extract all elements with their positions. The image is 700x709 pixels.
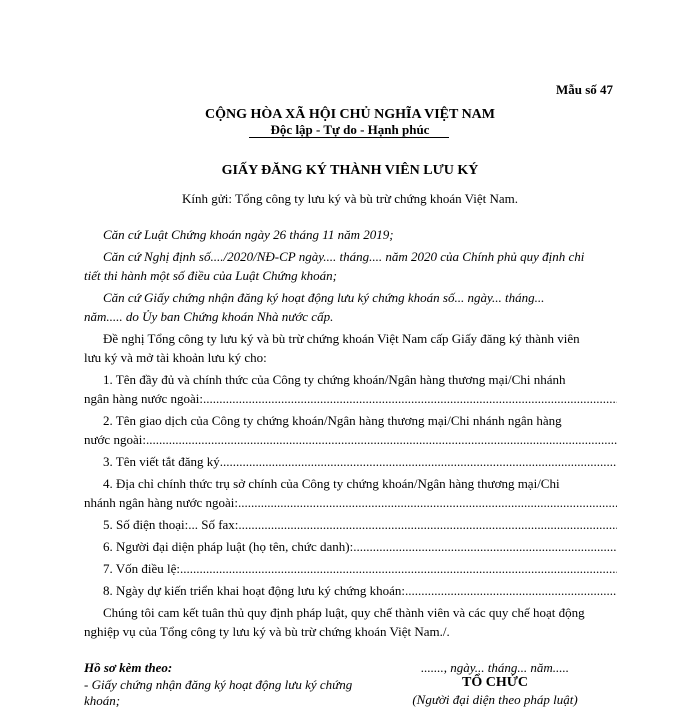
attachment-item-1-line2: khoán; [84, 693, 121, 708]
field-8-blank [405, 583, 617, 599]
attachments-heading: Hồ sơ kèm theo: [84, 660, 173, 675]
field-2-label: nước ngoài: [84, 432, 146, 447]
request-line2: lưu ký và mở tài khoản lưu ký cho: [84, 350, 267, 365]
legal-basis-2-line1: Căn cứ Nghị định số..../2020/NĐ-CP ngày.... tháng.... năm 2020 của Chính phủ quy định chi [103, 249, 585, 264]
field-2-line1: 2. Tên giao dịch của Công ty chứng khoán/Ngân hàng thương mại/Chi nhánh ngân hàng [103, 413, 562, 428]
field-4-line1: 4. Địa chỉ chính thức trụ sở chính của Công ty chứng khoán/Ngân hàng thương mại/Chi [103, 476, 560, 491]
field-6-label: 6. Người đại diện pháp luật (họ tên, chức danh): [103, 539, 354, 554]
request-line1: Đề nghị Tổng công ty lưu ký và bù trừ chứng khoán Việt Nam cấp Giấy đăng ký thành viên [103, 331, 580, 346]
field-8 [103, 583, 617, 599]
field-4-blank [238, 495, 617, 511]
motto-underline [249, 137, 449, 138]
attachment-item-1-line1: - Giấy chứng nhận đăng ký hoạt động lưu ký chứng [84, 677, 353, 692]
field-7-label: 7. Vốn điều lệ: [103, 561, 181, 576]
legal-basis-1: Căn cứ Luật Chứng khoán ngày 26 tháng 11 năm 2019; [103, 227, 394, 242]
field-7 [103, 561, 617, 577]
field-1-line2 [84, 391, 617, 407]
commitment-line2: nghiệp vụ của Tổng công ty lưu ký và bù trừ chứng khoán Việt Nam./. [84, 624, 450, 639]
legal-basis-2-line2: tiết thi hành một số điều của Luật Chứng khoán; [84, 268, 337, 283]
signature-org: TỔ CHỨC [462, 675, 528, 690]
field-8-label: 8. Ngày dự kiến triển khai hoạt động lưu ký chứng khoán: [103, 583, 406, 598]
document-title: GIẤY ĐĂNG KÝ THÀNH VIÊN LƯU KÝ [221, 163, 479, 178]
legal-basis-3-line1: Căn cứ Giấy chứng nhận đăng ký hoạt động lưu ký chứng khoán số... ngày... tháng... [103, 290, 545, 305]
field-6 [103, 539, 617, 555]
signature-date: ......., ngày... tháng... năm..... [420, 660, 570, 675]
form-number: Mẫu số 47 [556, 82, 614, 97]
field-3-label: 3. Tên viết tắt đăng ký [103, 454, 220, 469]
recipient-line: Kính gửi: Tổng công ty lưu ký và bù trừ chứng khoán Việt Nam. [182, 191, 518, 206]
field-4-label: nhánh ngân hàng nước ngoài: [84, 495, 238, 510]
signature-role: (Người đại diện theo pháp luật) [412, 692, 578, 707]
commitment-line1: Chúng tôi cam kết tuân thủ quy định pháp luật, quy chế thành viên và các quy chế hoạt động [103, 605, 585, 620]
field-5 [103, 517, 617, 533]
field-4-line2 [84, 495, 617, 511]
legal-basis-3-line2: năm..... do Ủy ban Chứng khoán Nhà nước cấp. [84, 309, 334, 324]
field-1-line1: 1. Tên đầy đủ và chính thức của Công ty chứng khoán/Ngân hàng thương mại/Chi nhánh [103, 372, 566, 387]
field-3-blank [220, 454, 617, 470]
field-2-blank [146, 432, 617, 448]
field-1-blank [203, 391, 617, 407]
country-name: CỘNG HÒA XÃ HỘI CHỦ NGHĨA VIỆT NAM [204, 107, 495, 122]
field-5-label: 5. Số điện thoại:... Số fax: [103, 517, 239, 532]
field-3 [103, 454, 617, 470]
field-1-label: ngân hàng nước ngoài: [84, 391, 203, 406]
field-5-blank [238, 517, 617, 533]
field-2-line2 [84, 432, 617, 448]
field-6-blank [353, 539, 617, 555]
field-7-blank [180, 561, 617, 577]
national-motto: Độc lập - Tự do - Hạnh phúc [270, 122, 430, 137]
